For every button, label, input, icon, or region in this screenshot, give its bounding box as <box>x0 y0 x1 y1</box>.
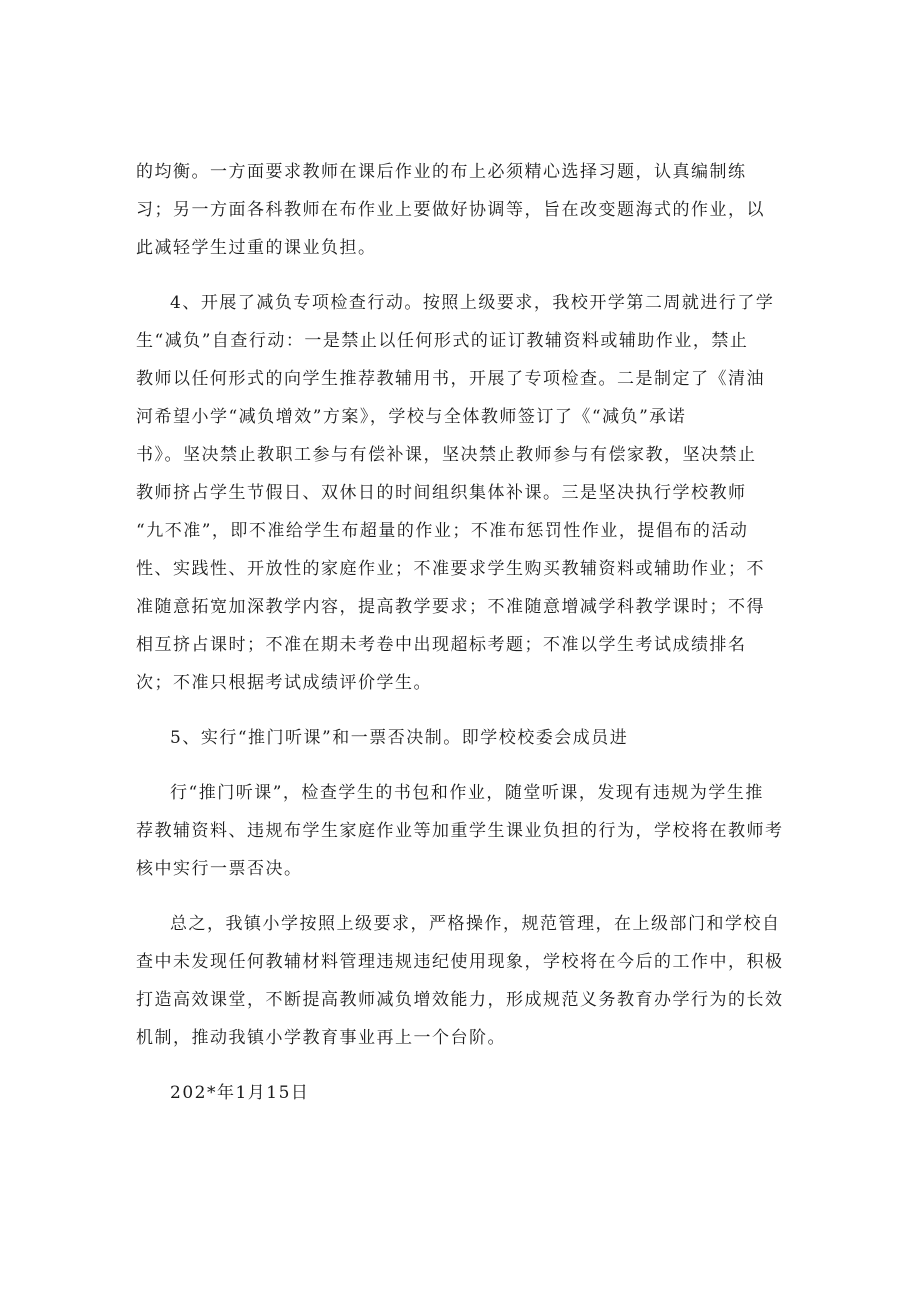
paragraph-4-line-1: 行“推门听课”，检查学生的书包和作业，随堂听课，发现有违规为学生推 <box>170 783 764 803</box>
paragraph-5-line-4: 机制，推动我镇小学教育事业再上一个台阶。 <box>136 1028 506 1048</box>
paragraph-4-line-2: 荐教辅资料、违规布学生家庭作业等加重学生课业负担的行为，学校将在教师考 <box>136 821 784 841</box>
paragraph-1-line-3: 此减轻学生过重的课业负担。 <box>136 238 377 258</box>
paragraph-1-line-2: 习；另一方面各科教师在布作业上要做好协调等，旨在改变题海式的作业，以 <box>136 200 765 220</box>
document-date: 202*年1月15日 <box>170 1083 310 1103</box>
paragraph-5-line-1: 总之，我镇小学按照上级要求，严格操作，规范管理，在上级部门和学校自 <box>170 914 781 934</box>
paragraph-2-line-7: “九不准”，即不准给学生布超量的作业；不准布惩罚性作业，提倡布的活动 <box>136 521 749 541</box>
paragraph-1-line-1: 的均衡。一方面要求教师在课后作业的布上必须精心选择习题，认真编制练 <box>136 162 747 182</box>
paragraph-2-line-3: 教师以任何形式的向学生推荐教辅用书，开展了专项检查。二是制定了《清油 <box>136 369 765 389</box>
paragraph-2-line-10: 相互挤占课时；不准在期未考卷中出现超标考题；不准以学生考试成绩排名 <box>136 635 747 655</box>
paragraph-2-line-1: 4、开展了减负专项检查行动。按照上级要求，我校开学第二周就进行了学 <box>170 293 775 313</box>
paragraph-5-line-2: 查中未发现任何教辅材料管理违规违纪使用现象，学校将在今后的工作中，积极 <box>136 952 784 972</box>
paragraph-4-line-3: 核中实行一票否决。 <box>136 859 303 879</box>
paragraph-2-line-2: 生“减负”自查行动：一是禁止以任何形式的证订教辅资料或辅助作业，禁止 <box>136 331 749 351</box>
paragraph-2-line-9: 准随意拓宽加深教学内容，提高教学要求；不准随意增减学科教学课时；不得 <box>136 597 765 617</box>
paragraph-5-line-3: 打造高效课堂，不断提高教师减负增效能力，形成规范义务教育办学行为的长效 <box>136 990 784 1010</box>
paragraph-2-line-6: 教师挤占学生节假日、双休日的时间组织集体补课。三是坚决执行学校教师 <box>136 483 747 503</box>
paragraph-3-line-1: 5、实行“推门听课”和一票否决制。即学校校委会成员进 <box>170 728 629 748</box>
paragraph-2-line-11: 次；不准只根据考试成绩评价学生。 <box>136 673 432 693</box>
paragraph-2-line-4: 河希望小学“减负增效”方案》，学校与全体教师签订了《“减负”承诺 <box>136 407 687 427</box>
paragraph-2-line-5: 书》。坚决禁止教职工参与有偿补课，坚决禁止教师参与有偿家教，坚决禁止 <box>136 445 757 465</box>
paragraph-2-line-8: 性、实践性、开放性的家庭作业；不准要求学生购买教辅资料或辅助作业；不 <box>136 559 765 579</box>
